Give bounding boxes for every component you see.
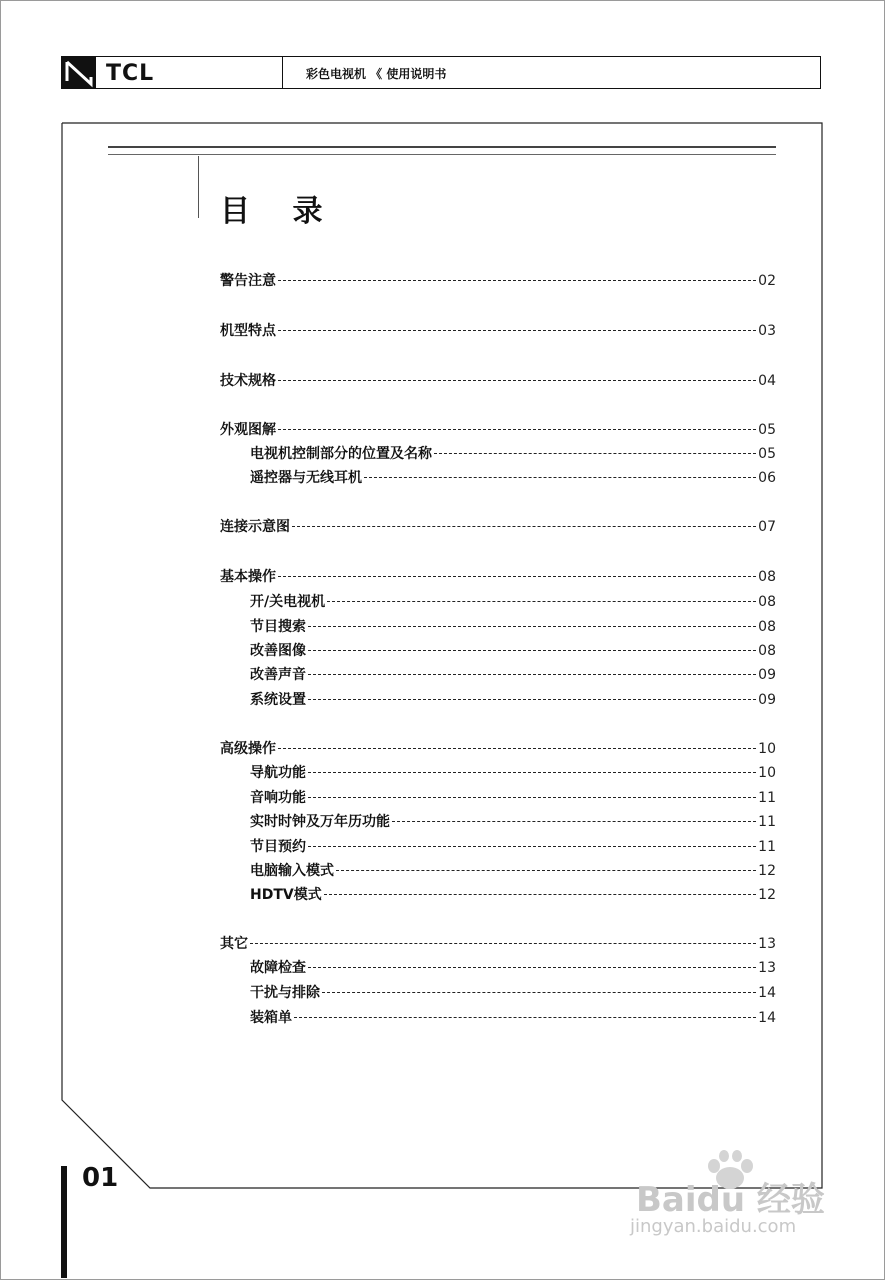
toc-leader xyxy=(364,477,756,478)
toc-entry xyxy=(250,1007,776,1027)
brand-name: TCL xyxy=(106,61,155,86)
toc-entry-page: 11 xyxy=(758,839,776,855)
toc-entry-label: 系统设置 xyxy=(250,692,306,708)
toc-leader xyxy=(434,453,756,454)
toc-entry xyxy=(220,320,776,340)
toc-entry xyxy=(250,860,776,880)
toc-entry xyxy=(220,516,776,536)
toc-entry xyxy=(250,762,776,782)
toc-leader xyxy=(278,380,756,381)
toc-entry xyxy=(250,957,776,977)
toc-entry-page: 10 xyxy=(758,765,776,781)
toc-entry xyxy=(220,270,776,290)
toc-entry-page: 12 xyxy=(758,863,776,879)
toc-entry-page: 14 xyxy=(758,1010,776,1026)
toc-leader xyxy=(322,992,756,993)
toc-leader xyxy=(392,821,756,822)
toc-entry-page: 12 xyxy=(758,887,776,903)
page-number-bar xyxy=(61,1166,67,1278)
toc-entry-page: 09 xyxy=(758,667,776,683)
toc-entry-label: 技术规格 xyxy=(220,373,276,389)
toc-entry-label: 其它 xyxy=(220,936,248,952)
header-title: 彩色电视机 《 使用说明书 xyxy=(306,67,447,81)
toc-entry xyxy=(250,836,776,856)
toc-entry xyxy=(220,370,776,390)
toc-entry-page: 08 xyxy=(758,619,776,635)
toc-leader xyxy=(292,526,756,527)
toc-entry-label: 改善声音 xyxy=(250,667,306,683)
toc-entry-label: 实时时钟及万年历功能 xyxy=(250,814,390,830)
watermark-brand: Baidu 经验 xyxy=(636,1180,825,1220)
toc-entry-label: HDTV模式 xyxy=(250,887,322,903)
baidu-watermark xyxy=(630,1152,830,1247)
toc-entry-page: 03 xyxy=(758,323,776,339)
toc-entry-page: 14 xyxy=(758,985,776,1001)
toc-entry-label: 节目预约 xyxy=(250,839,306,855)
toc-leader xyxy=(308,967,756,968)
toc-entry-label: 装箱单 xyxy=(250,1010,292,1026)
toc-entry-label: 高级操作 xyxy=(220,741,276,757)
toc-leader xyxy=(278,576,756,577)
toc-entry-page: 08 xyxy=(758,643,776,659)
toc-entry-label: 基本操作 xyxy=(220,569,276,585)
toc-leader xyxy=(278,280,756,281)
toc-entry-label: 节目搜索 xyxy=(250,619,306,635)
toc-entry xyxy=(250,443,776,463)
toc-leader xyxy=(308,674,756,675)
toc-entry-page: 05 xyxy=(758,422,776,438)
watermark-url: jingyan.baidu.com xyxy=(630,1216,797,1237)
toc-entry-label: 机型特点 xyxy=(220,323,276,339)
toc-entry xyxy=(250,787,776,807)
toc-entry xyxy=(220,566,776,586)
toc-entry-page: 13 xyxy=(758,960,776,976)
toc-entry-label: 开/关电视机 xyxy=(250,594,326,610)
toc-entry xyxy=(250,811,776,831)
toc-entry xyxy=(250,616,776,636)
toc-entry-page: 07 xyxy=(758,519,776,535)
toc-entry-label: 遥控器与无线耳机 xyxy=(250,470,362,486)
toc-entry xyxy=(250,467,776,487)
toc-entry xyxy=(250,982,776,1002)
toc-entry-page: 11 xyxy=(758,814,776,830)
toc-leader xyxy=(308,699,756,700)
toc-entry-page: 08 xyxy=(758,569,776,585)
toc-entry-label: 连接示意图 xyxy=(220,519,290,535)
toc-entry xyxy=(220,933,776,953)
toc-entry-label: 电脑输入模式 xyxy=(250,863,334,879)
toc-leader xyxy=(278,429,756,430)
toc-leader xyxy=(308,650,756,651)
toc-entry-page: 06 xyxy=(758,470,776,486)
page-title: 目 录 xyxy=(220,194,339,229)
toc-leader xyxy=(278,748,756,749)
toc-entry-label: 导航功能 xyxy=(250,765,306,781)
toc-entry xyxy=(250,640,776,660)
toc-entry-page: 11 xyxy=(758,790,776,806)
toc-leader xyxy=(250,943,756,944)
toc-entry-label: 电视机控制部分的位置及名称 xyxy=(250,446,432,462)
toc-leader xyxy=(308,626,756,627)
toc-leader xyxy=(327,601,756,602)
toc-entry xyxy=(220,419,776,439)
toc-entry-label: 干扰与排除 xyxy=(250,985,320,1001)
toc-leader xyxy=(308,846,756,847)
toc-entry-page: 02 xyxy=(758,273,776,289)
toc-entry-label: 音响功能 xyxy=(250,790,306,806)
toc-leader xyxy=(278,330,756,331)
toc-entry xyxy=(250,689,776,709)
toc-entry-page: 04 xyxy=(758,373,776,389)
toc-entry-label: 故障检查 xyxy=(250,960,306,976)
toc-entry xyxy=(250,664,776,684)
toc-entry-page: 05 xyxy=(758,446,776,462)
toc-entry-label: 外观图解 xyxy=(220,422,276,438)
toc-leader xyxy=(308,772,756,773)
toc-entry-page: 08 xyxy=(758,594,776,610)
toc-leader xyxy=(324,894,756,895)
page-number: 01 xyxy=(82,1163,119,1193)
toc-leader xyxy=(294,1017,756,1018)
toc-entry xyxy=(250,591,776,611)
toc-entry-label: 警告注意 xyxy=(220,273,276,289)
toc-entry-label: 改善图像 xyxy=(250,643,306,659)
toc-entry xyxy=(220,738,776,758)
toc-entry-page: 10 xyxy=(758,741,776,757)
toc-leader xyxy=(336,870,756,871)
toc-entry xyxy=(250,884,776,904)
toc-entry-page: 09 xyxy=(758,692,776,708)
toc-leader xyxy=(308,797,756,798)
toc-entry-page: 13 xyxy=(758,936,776,952)
